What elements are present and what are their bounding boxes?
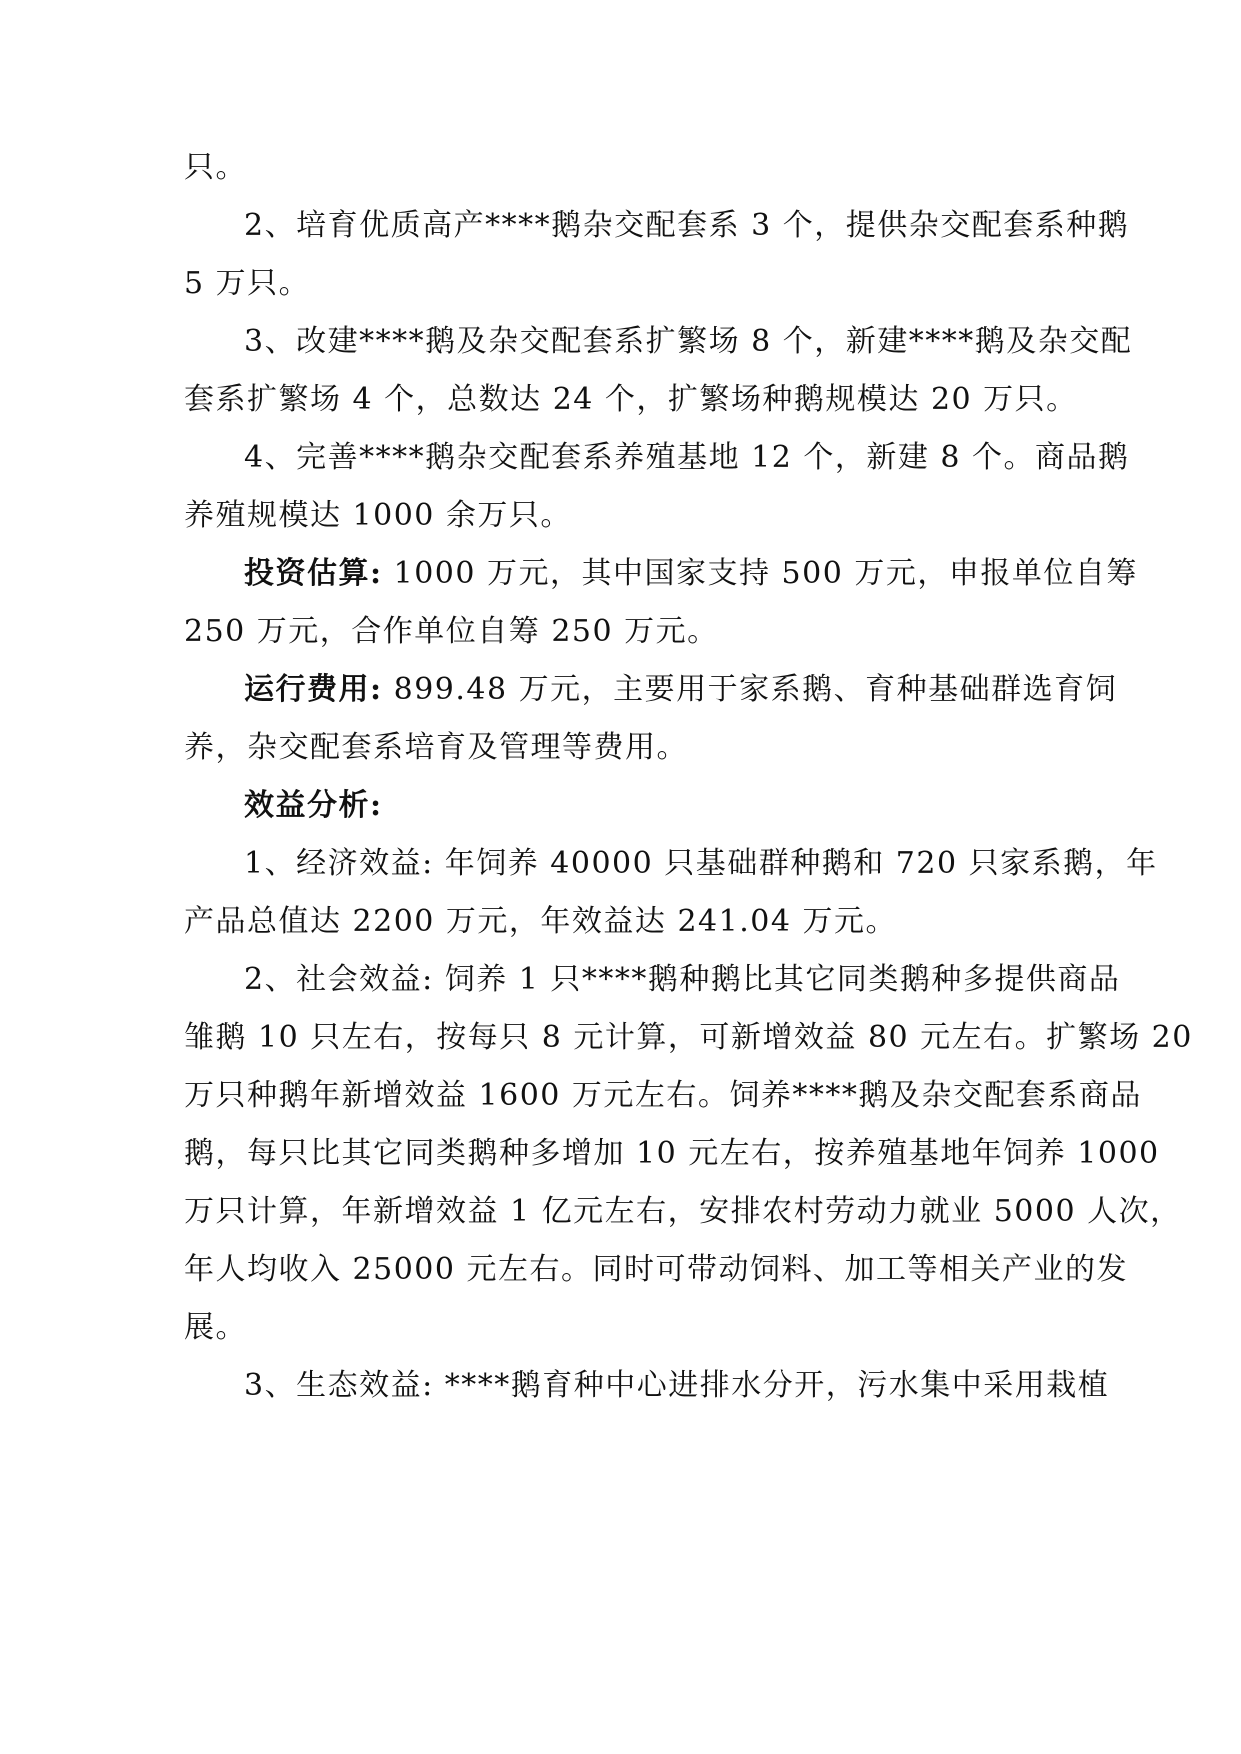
paragraph-line: 1、经济效益: 年饲养 40000 只基础群种鹅和 720 只家系鹅，年 (244, 846, 1158, 881)
investment-line (244, 554, 1138, 594)
paragraph-line: 万只种鹅年新增效益 1600 万元左右。饲养****鹅及杂交配套系商品 (184, 1078, 1142, 1113)
paragraph-line: 雏鹅 10 只左右，按每只 8 元计算，可新增效益 80 元左右。扩繁场 20 (184, 1020, 1193, 1055)
paragraph-line: 250 万元，合作单位自筹 250 万元。 (184, 614, 719, 649)
paragraph-line: 3、改建****鹅及杂交配套系扩繁场 8 个，新建****鹅及杂交配 (244, 324, 1133, 359)
paragraph-line: 套系扩繁场 4 个，总数达 24 个，扩繁场种鹅规模达 20 万只。 (184, 382, 1078, 417)
benefit-heading: 效益分析: (244, 788, 383, 823)
paragraph-line: 2、培育优质高产****鹅杂交配套系 3 个，提供杂交配套系种鹅 (244, 208, 1130, 243)
paragraph-line: 养，杂交配套系培育及管理等费用。 (184, 730, 688, 765)
paragraph-line: 只。 (184, 150, 247, 185)
operating-label: 运行费用: (244, 672, 383, 707)
paragraph-line: 年人均收入 25000 元左右。同时可带动饲料、加工等相关产业的发 (184, 1252, 1129, 1287)
investment-label: 投资估算: (244, 556, 383, 591)
paragraph-line: 4、完善****鹅杂交配套系养殖基地 12 个，新建 8 个。商品鹅 (244, 440, 1130, 475)
paragraph-line: 展。 (184, 1310, 247, 1345)
operating-text: 899.48 万元，主要用于家系鹅、育种基础群选育饲 (382, 672, 1118, 707)
paragraph-line: 2、社会效益: 饲养 1 只****鹅种鹅比其它同类鹅种多提供商品 (244, 962, 1121, 997)
paragraph-line: 养殖规模达 1000 余万只。 (184, 498, 572, 533)
paragraph-line: 产品总值达 2200 万元，年效益达 241.04 万元。 (184, 904, 897, 939)
paragraph-line: 鹅，每只比其它同类鹅种多增加 10 元左右，按养殖基地年饲养 1000 (184, 1136, 1160, 1171)
paragraph-line: 万只计算，年新增效益 1 亿元左右，安排农村劳动力就业 5000 人次， (184, 1194, 1182, 1229)
investment-text: 1000 万元，其中国家支持 500 万元，申报单位自筹 (382, 556, 1138, 591)
paragraph-line: 3、生态效益: ****鹅育种中心进排水分开，污水集中采用栽植 (244, 1368, 1110, 1403)
operating-line (244, 670, 1118, 710)
paragraph-line: 5 万只。 (184, 266, 311, 301)
